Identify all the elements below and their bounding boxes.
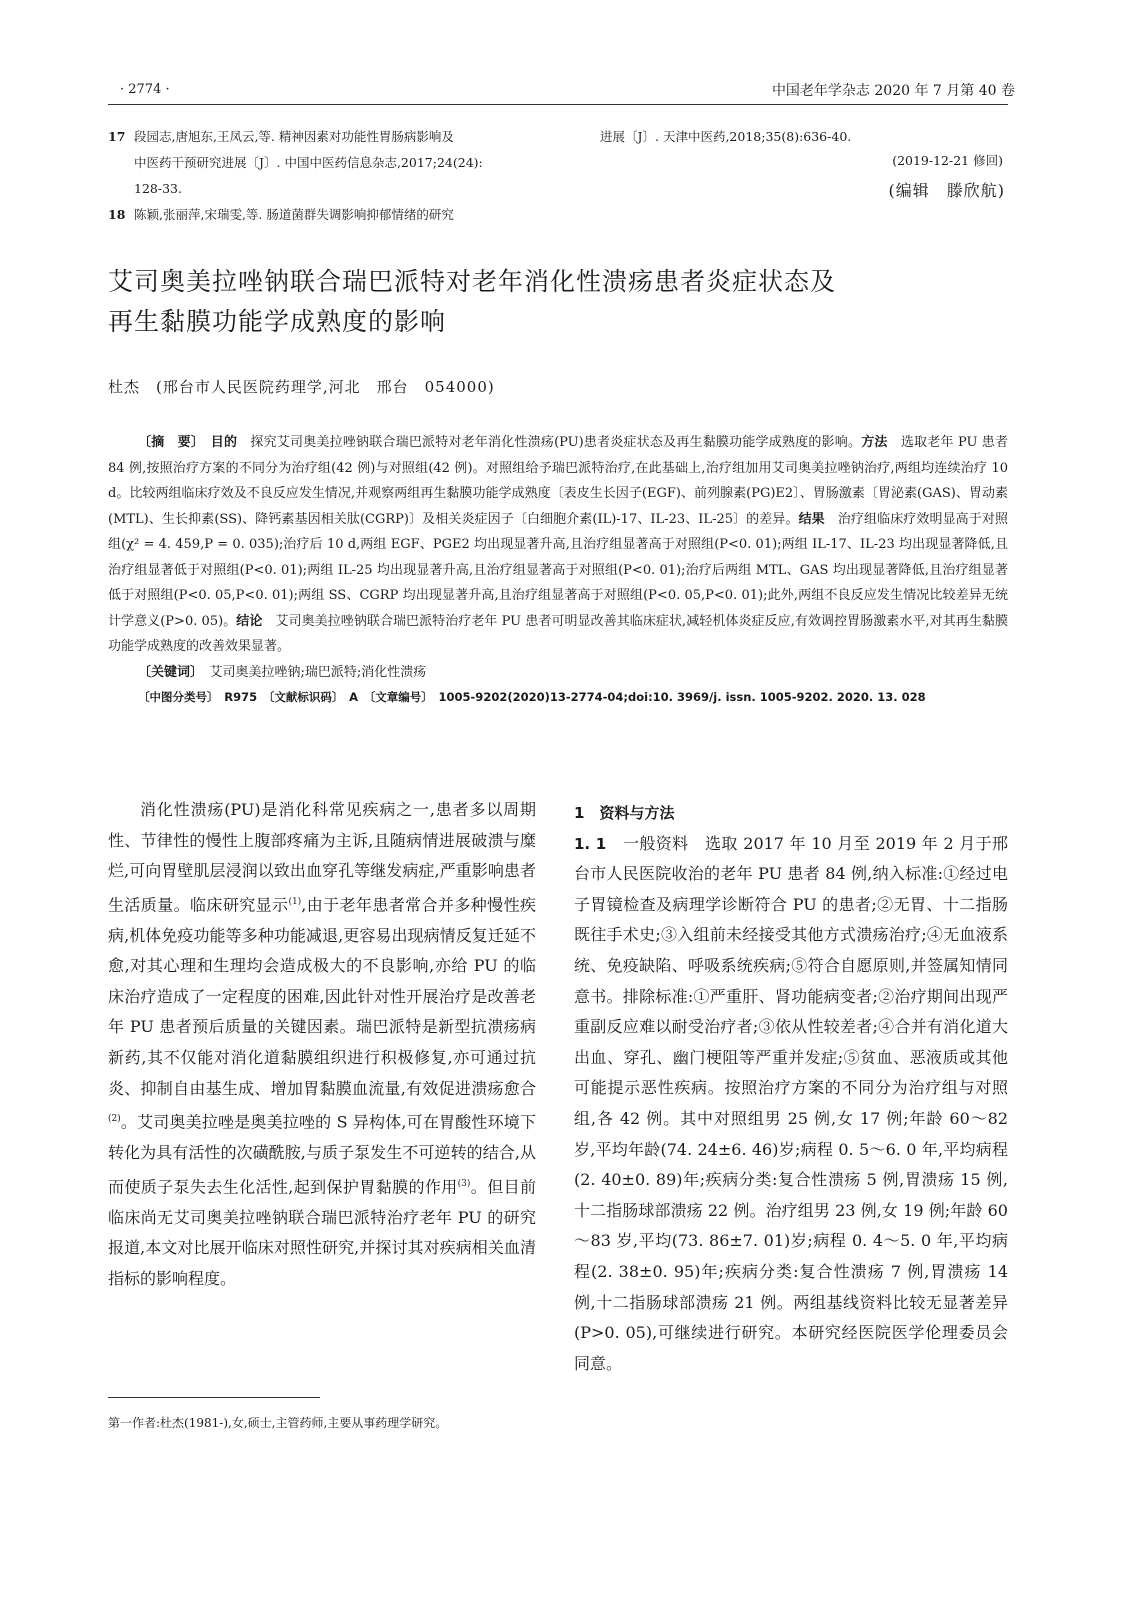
author-affiliation: 杜杰 (邢台市人民医院药理学,河北 邢台 054000) bbox=[108, 378, 495, 396]
results-text: 治疗组临床疗效明显高于对照组(χ² = 4. 459,P = 0. 035);治疗后 10 d,两组 EGF、PGE2 均出现显著升高,且治疗组显著高于对照组(P<0. 01);两组 IL-17、IL-23 均出现显著降低,且治疗组显著低于对照组(P<0. 01);两组 IL-25 均出现显著升高,且治疗组显著高于对照组(P<0. 01);治疗后两组 MTL、GAS 均出现显著降低,且治疗组显著低于对照组(P<0. 05,P<0. 01);两组 SS、CGRP 均出现显著升高,且治疗组显著高于对照组(P<0. 05,P<0. 01);此外,两组不良反应发生情况比较差异无统计学意义(P>0. 05)。 bbox=[108, 511, 1008, 629]
title-line: 艾司奥美拉唑钠联合瑞巴派特对老年消化性溃疡患者炎症状态及 bbox=[108, 267, 837, 296]
reference-text: 128-33. bbox=[134, 181, 182, 196]
doc-code-label: 〔文献标识码〕 bbox=[268, 690, 338, 704]
subsection-number: 1. 1 bbox=[574, 834, 607, 853]
objective-label: 目的 bbox=[210, 435, 238, 450]
reference-text: 段园志,唐旭东,王凤云,等. 精神因素对功能性胃肠病影响及 bbox=[134, 129, 454, 144]
reference-18-continued bbox=[600, 124, 1010, 150]
intro-text: 。艾司奥美拉唑是奥美拉唑的 S 异构体,可在胃酸性环境下转化为具有活性的次磺酰胺,与质子泵发生不可逆转的结合,从而使质子泵失去生化活性,起到保护胃黏膜的作用 bbox=[108, 1112, 536, 1197]
intro-text: 。但目前临床尚无艾司奥美拉唑钠联合瑞巴派特治疗老年 PU 的研究报道,本文对比展开临床对照性研究,并探讨其对疾病相关血清指标的影响程度。 bbox=[108, 1177, 536, 1288]
clc-label: 〔中图分类号〕 bbox=[138, 690, 213, 704]
body-left-column bbox=[108, 795, 536, 1294]
subsection-title: 一般资料 bbox=[623, 833, 689, 853]
abstract-label: 〔摘 要〕 bbox=[138, 435, 198, 450]
intro-paragraph bbox=[108, 795, 536, 1294]
classification-line bbox=[108, 685, 1008, 711]
reference-number: 18 bbox=[108, 207, 126, 222]
doc-code-value: A bbox=[349, 690, 359, 704]
keywords-label: 〔关键词〕 bbox=[138, 664, 197, 680]
clc-value: R975 bbox=[224, 690, 258, 704]
conclusion-text: 艾司奥美拉唑钠联合瑞巴派特治疗老年 PU 患者可明显改善其临床症状,减轻机体炎症反应,有效调控胃肠激素水平,对其再生黏膜功能学成熟度的改善效果显著。 bbox=[108, 613, 1008, 654]
abstract-body bbox=[108, 430, 1008, 660]
citation-1: (1) bbox=[288, 896, 302, 907]
objective-text: 探究艾司奥美拉唑钠联合瑞巴派特对老年消化性溃疡(PU)患者炎症状态及再生黏膜功能学成熟度的影响。 bbox=[250, 435, 862, 450]
results-label: 结果 bbox=[798, 511, 825, 527]
journal-header: 中国老年学杂志 2020 年 7 月第 40 卷 bbox=[771, 83, 1015, 99]
title-line: 再生黏膜功能学成熟度的影响 bbox=[108, 307, 447, 336]
citation-2: (2) bbox=[108, 1114, 121, 1125]
editor-note: (编辑 滕欣航) bbox=[888, 181, 1005, 200]
body-right-column bbox=[574, 798, 1008, 1379]
abstract bbox=[108, 430, 1008, 711]
conclusion-label: 结论 bbox=[236, 613, 263, 629]
reference-17 bbox=[108, 124, 538, 202]
methods-text: 选取老年 PU 患者 84 例,按照治疗方案的不同分为治疗组(42 例)与对照组(42 例)。对照组给予瑞巴派特治疗,在此基础上,治疗组加用艾司奥美拉唑钠治疗,两组均连续治疗 10 d。比较两组临床疗效及不良反应发生情况,并观察两组再生黏膜功能学成熟度〔表皮生长因子(EGF)、前列腺素(PG)E2〕、胃肠激素〔胃泌素(GAS)、胃动素(MTL)、生长抑素(SS)、降钙素基因相关肽(CGRP)〕及相关炎症因子〔白细胞介素(IL)-17、IL-23、IL-25〕的差异。 bbox=[108, 435, 1008, 527]
methods-paragraph bbox=[574, 829, 1008, 1380]
author-footnote: 第一作者:杜杰(1981-),女,硕士,主管药师,主要从事药理学研究。 bbox=[108, 1416, 448, 1430]
article-number-label: 〔文章编号〕 bbox=[369, 690, 428, 704]
intro-text: 消化性溃疡(PU)是消化科常见疾病之一,患者多以周期性、节律性的慢性上腹部疼痛为主诉,且随病情进展破溃与糜烂,可向胃壁肌层浸润以致出血穿孔等继发病症,严重影响患者生活质量。临床研究显示 bbox=[108, 800, 536, 915]
intro-text: ,由于老年患者常合并多种慢性疾病,机体免疫功能等多种功能减退,更容易出现病情反复迁延不愈,对其心理和生理均会造成极大的不良影响,亦给 PU 的临床治疗造成了一定程度的困难,因此针对性开展治疗是改善老年 PU 患者预后质量的关键因素。瑞巴派特是新型抗溃疡病新药,其不仅能对消化道黏膜组织进行积极修复,亦可通过抗炎、抑制自由基生成、增加胃黏膜血流量,有效促进溃疡愈合 bbox=[108, 895, 536, 1098]
reference-number: 17 bbox=[108, 129, 126, 144]
keywords-text: 艾司奥美拉唑钠;瑞巴派特;消化性溃疡 bbox=[209, 664, 427, 680]
section-heading: 1 资料与方法 bbox=[574, 804, 675, 822]
methods-label: 方法 bbox=[861, 435, 888, 450]
reference-18 bbox=[108, 202, 538, 228]
page-number: · 2774 · bbox=[120, 82, 170, 97]
reference-text: 陈颖,张丽萍,宋瑞雯,等. 肠道菌群失调影响抑郁情绪的研究 bbox=[134, 207, 454, 222]
keywords-line bbox=[108, 660, 1008, 686]
reference-text: 进展〔J〕. 天津中医药,2018;35(8):636-40. bbox=[600, 129, 852, 144]
footnote-divider bbox=[108, 1397, 320, 1398]
header-divider bbox=[108, 104, 1008, 105]
methods-body-text: 选取 2017 年 10 月至 2019 年 2 月于邢台市人民医院收治的老年 PU 患者 84 例,纳入标准:①经过电子胃镜检查及病理学诊断符合 PU 的患者;②无胃、十二指肠既往手术史;③入组前未经接受其他方式溃疡治疗;④无血液系统、免疫缺陷、呼吸系统疾病;⑤符合自愿原则,并签属知情同意书。排除标准:①严重肝、肾功能病变者;②治疗期间出现严重副反应难以耐受治疗者;③依从性较差者;④合并有消化道大出血、穿孔、幽门梗阻等严重并发症;⑤贫血、恶液质或其他可能提示恶性疾病。按照治疗方案的不同分为治疗组与对照组,各 42 例。其中对照组男 25 例,女 17 例;年龄 60～82 岁,平均年龄(74. 24±6. 46)岁;病程 0. 5～6. 0 年,平均病程(2. 40±0. 89)年;疾病分类:复合性溃疡 5 例,胃溃疡 15 例,十二指肠球部溃疡 22 例。治疗组男 23 例,女 19 例;年龄 60～83 岁,平均(73. 86±7. 01)岁;病程 0. 4～5. 0 年,平均病程(2. 38±0. 95)年;疾病分类:复合性溃疡 7 例,胃溃疡 14 例,十二指肠球部溃疡 21 例。两组基线资料比较无显著差异(P>0. 05),可继续进行研究。本研究经医院医学伦理委员会同意。 bbox=[574, 833, 1008, 1373]
revision-date: (2019-12-21 修回) bbox=[892, 153, 1003, 168]
article-number-value: 1005-9202(2020)13-2774-04;doi:10. 3969/j. issn. 1005-9202. 2020. 13. 028 bbox=[438, 690, 926, 704]
article-title bbox=[108, 262, 1008, 342]
citation-3: (3) bbox=[457, 1178, 471, 1189]
reference-text: 中医药干预研究进展〔J〕. 中国中医药信息杂志,2017;24(24): bbox=[134, 155, 483, 170]
